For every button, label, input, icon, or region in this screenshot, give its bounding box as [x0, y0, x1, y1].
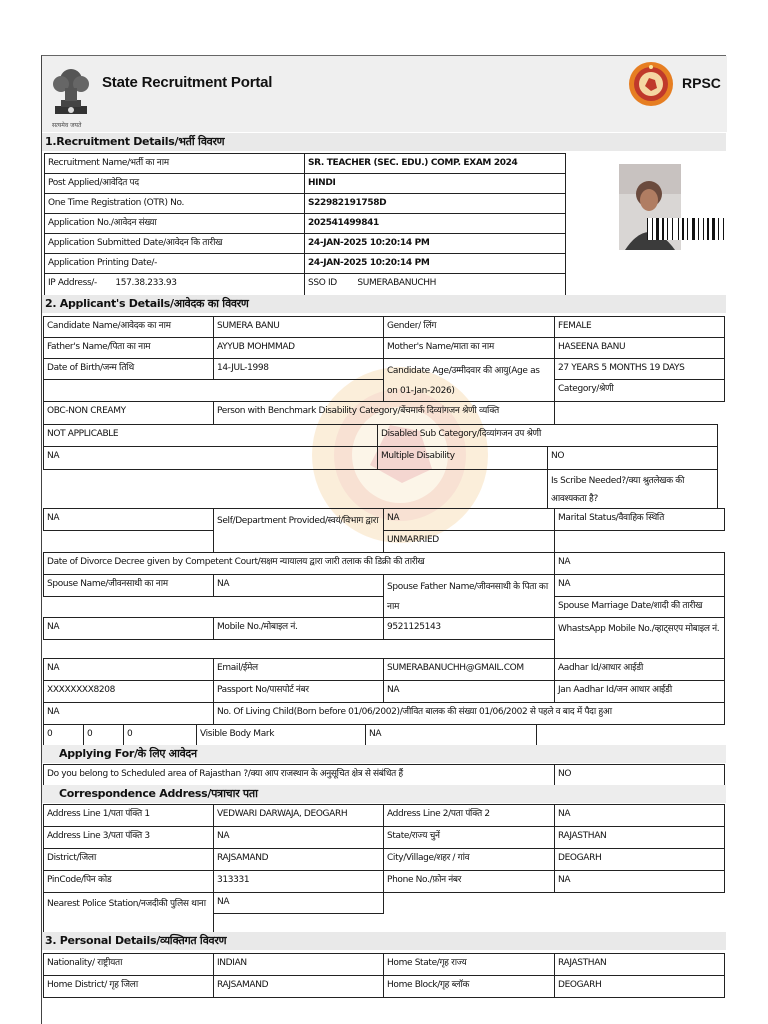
- email-value: SUMERABANUCHH@GMAIL.COM: [383, 658, 555, 681]
- scribe-label: Is Scribe Needed?/क्या श्रुतलेखक की आवश्यकता है?: [547, 469, 718, 509]
- dob-label: Date of Birth/जन्म तिथि: [43, 358, 214, 380]
- pincode-label: PinCode/पिन कोड: [43, 870, 214, 893]
- visible-body-mark-value: NA: [365, 724, 537, 747]
- recruitment-name-value: SR. TEACHER (SEC. EDU.) COMP. EXAM 2024: [304, 153, 566, 174]
- living-child-label: No. Of Living Child(Born before 01/06/2002)/जीवित बालक की संख्या 01/06/2002 से पहले व बाद में पैदा हुआ: [213, 702, 725, 725]
- national-emblem-icon: [49, 60, 93, 120]
- nationality-value: INDIAN: [213, 953, 384, 976]
- passport-label: Passport No/पासपोर्ट नंबर: [213, 680, 384, 703]
- address-line2-value: NA: [554, 804, 725, 827]
- ip-address-cell: [44, 273, 305, 296]
- passport-value: NA: [383, 680, 555, 703]
- category-value: OBC-NON CREAMY: [43, 401, 214, 425]
- home-state-label: Home State/गृह राज्य: [383, 953, 555, 976]
- scheduled-area-label: Do you belong to Scheduled area of Rajasthan ?/क्या आप राजस्थान के अनुसूचित क्षेत्र से संबंधित हैं: [43, 764, 555, 786]
- rpsc-text: RPSC: [682, 75, 721, 91]
- section-correspondence-address: Correspondence Address/पत्राचार पता: [42, 785, 726, 803]
- jan-aadhar-value: NA: [43, 702, 214, 725]
- form-header: [42, 56, 727, 132]
- mobile-value: 9521125143: [383, 617, 555, 640]
- home-block-value: DEOGARH: [554, 975, 725, 998]
- age-label: Candidate Age/उम्मीदवार की आयु(Age as on 01-Jan-2026): [383, 358, 555, 402]
- rpsc-logo-icon: [627, 60, 675, 108]
- whatsapp-value: NA: [43, 658, 214, 681]
- spouse-marriage-date-value: NA: [43, 617, 214, 640]
- ip-address-label: IP Address/-: [48, 278, 97, 288]
- divorce-date-label: Date of Divorce Decree given by Competent Court/सक्षम न्यायालय द्वारा जारी तलाक की डिक्री की तारीख: [43, 552, 555, 575]
- address-line1-value: VEDWARI DARWAJA, DEOGARH: [213, 804, 384, 827]
- spouse-father-label: Spouse Father Name/जीवनसाथी के पिता का नाम: [383, 574, 555, 618]
- phone-value: NA: [554, 870, 725, 893]
- visible-body-mark-label: Visible Body Mark: [196, 724, 366, 747]
- aadhar-value: XXXXXXXX8208: [43, 680, 214, 703]
- state-value: RAJASTHAN: [554, 826, 725, 849]
- ip-address-value: 157.38.233.93: [115, 278, 177, 288]
- self-department-value: NA: [383, 508, 555, 531]
- gender-value: FEMALE: [554, 316, 725, 338]
- multiple-disability-label: Multiple Disability: [377, 446, 548, 470]
- printing-date-label: Application Printing Date/-: [44, 253, 305, 274]
- sso-cell: [304, 273, 566, 296]
- otr-label: One Time Registration (OTR) No.: [44, 193, 305, 214]
- scribe-value: NA: [43, 508, 214, 531]
- living-child-value-1: 0: [43, 724, 84, 747]
- application-barcode: [647, 218, 726, 240]
- aadhar-label: Aadhar Id/आधार आईडी: [554, 658, 725, 681]
- pincode-value: 313331: [213, 870, 384, 893]
- disabled-sub-category-value: NA: [43, 446, 378, 470]
- home-block-label: Home Block/गृह ब्लॉक: [383, 975, 555, 998]
- city-label: City/Village/शहर / गांव: [383, 848, 555, 871]
- section-recruitment-details: 1.Recruitment Details/भर्ती विवरण: [42, 133, 726, 151]
- home-state-value: RAJASTHAN: [554, 953, 725, 976]
- section-applicant-details: 2. Applicant's Details/आवेदक का विवरण: [42, 295, 726, 313]
- blank-row: [43, 379, 384, 402]
- mother-name-value: HASEENA BANU: [554, 337, 725, 359]
- candidate-name-value: SUMERA BANU: [213, 316, 384, 338]
- category-label: Category/श्रेणी: [554, 379, 725, 402]
- address-line3-value: NA: [213, 826, 384, 849]
- candidate-name-label: Candidate Name/आवेदक का नाम: [43, 316, 214, 338]
- post-applied-value: HINDI: [304, 173, 566, 194]
- dob-value: 14-JUL-1998: [213, 358, 384, 380]
- application-no-label: Application No./आवेदन संख्या: [44, 213, 305, 234]
- submitted-date-label: Application Submitted Date/आवेदन कि तारीख: [44, 233, 305, 254]
- living-child-value-3: 0: [123, 724, 197, 747]
- marital-status-label: Marital Status/वैवाहिक स्थिति: [554, 508, 725, 531]
- age-value: 27 YEARS 5 MONTHS 19 DAYS: [554, 358, 725, 380]
- gender-label: Gender/ लिंग: [383, 316, 555, 338]
- marital-status-value: UNMARRIED: [383, 530, 555, 553]
- self-department-label: Self/Department Provided/स्वयं/विभाग द्वारा: [213, 508, 384, 553]
- pwbd-value: NOT APPLICABLE: [43, 424, 378, 447]
- father-name-value: AYYUB MOHMMAD: [213, 337, 384, 359]
- scheduled-area-value: NO: [554, 764, 725, 786]
- application-no-value: 202541499841: [304, 213, 566, 234]
- home-district-label: Home District/ गृह जिला: [43, 975, 214, 998]
- spouse-father-value: NA: [554, 574, 725, 597]
- pwbd-label: Person with Benchmark Disability Category/बेंचमार्क दिव्यांगजन श्रेणी व्यक्ति: [213, 401, 555, 425]
- section-personal-details: 3. Personal Details/व्यक्तिगत विवरण: [42, 932, 726, 950]
- address-line2-label: Address Line 2/पता पंक्ति 2: [383, 804, 555, 827]
- divorce-date-value: NA: [554, 552, 725, 575]
- district-value: RAJSAMAND: [213, 848, 384, 871]
- living-child-value-2: 0: [83, 724, 124, 747]
- email-label: Email/ईमेल: [213, 658, 384, 681]
- spouse-marriage-date-label: Spouse Marriage Date/शादी की तारीख: [554, 596, 725, 618]
- recruitment-name-label: Recruitment Name/भर्ती का नाम: [44, 153, 305, 174]
- post-applied-label: Post Applied/आवेदित पद: [44, 173, 305, 194]
- emblem-caption: सत्यमेव जयते: [52, 122, 82, 129]
- city-value: DEOGARH: [554, 848, 725, 871]
- father-name-label: Father's Name/पिता का नाम: [43, 337, 214, 359]
- mother-name-label: Mother's Name/माता का नाम: [383, 337, 555, 359]
- sso-label: SSO ID: [308, 278, 337, 288]
- spouse-name-label: Spouse Name/जीवनसाथी का नाम: [43, 574, 214, 597]
- portal-title: State Recruitment Portal: [102, 74, 273, 91]
- otr-value: S22982191758D: [304, 193, 566, 214]
- address-line1-label: Address Line 1/पता पंक्ति 1: [43, 804, 214, 827]
- multiple-disability-value: NO: [547, 446, 718, 470]
- police-station-value: NA: [213, 892, 384, 914]
- spouse-name-value: NA: [213, 574, 384, 597]
- state-label: State/राज्य चुनें: [383, 826, 555, 849]
- sso-value: SUMERABANUCHH: [357, 278, 437, 288]
- home-district-value: RAJSAMAND: [213, 975, 384, 998]
- submitted-date-value: 24-JAN-2025 10:20:14 PM: [304, 233, 566, 254]
- nationality-label: Nationality/ राष्ट्रीयता: [43, 953, 214, 976]
- police-station-label: Nearest Police Station/नजदीकी पुलिस थाना: [43, 892, 214, 933]
- section-applying-for: Applying For/के लिए आवेदन: [42, 745, 726, 763]
- mobile-label: Mobile No./मोबाइल नं.: [213, 617, 384, 640]
- printing-date-value: 24-JAN-2025 10:20:14 PM: [304, 253, 566, 274]
- address-line3-label: Address Line 3/पता पंक्ति 3: [43, 826, 214, 849]
- phone-label: Phone No./फ़ोन नंबर: [383, 870, 555, 893]
- district-label: District/जिला: [43, 848, 214, 871]
- jan-aadhar-label: Jan Aadhar Id/जन आधार आईडी: [554, 680, 725, 703]
- whatsapp-label: WhastsApp Mobile No./व्हाट्सएप मोबाइल नं.: [554, 617, 725, 659]
- disabled-sub-category-label: Disabled Sub Category/दिव्यांगजन उप श्रेणी: [377, 424, 718, 447]
